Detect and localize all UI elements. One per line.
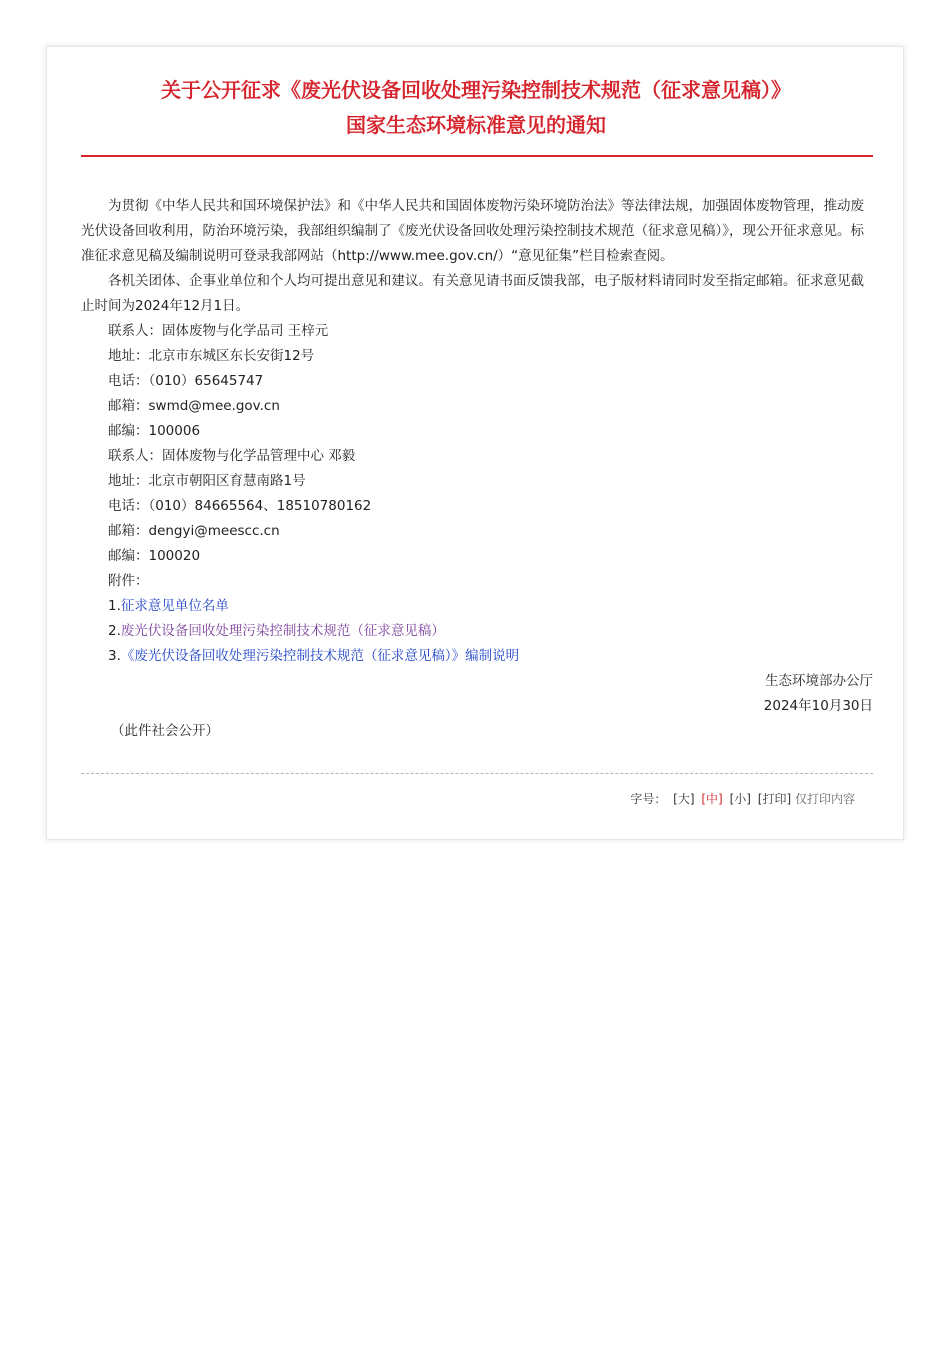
- issuer-name: 生态环境部办公厅: [765, 673, 873, 689]
- contact2-phone: 电话：（010）84665564、18510780162: [108, 498, 372, 514]
- title-divider: [81, 155, 873, 157]
- font-size-toolbar: [630, 789, 855, 809]
- contact2-email: 邮箱：dengyi@meescc.cn: [108, 523, 280, 539]
- attachment-link-1[interactable]: 征求意见单位名单: [120, 598, 229, 614]
- contact2-postcode: 邮编：100020: [108, 548, 201, 564]
- attachment-number: 1.: [108, 598, 121, 614]
- body-paragraph-2: 各机关团体、企事业单位和个人均可提出意见和建议。有关意见请书面反馈我部，电子版材料请同时发至指定邮箱。征求意见截止时间为2024年12月1日。: [81, 273, 864, 314]
- attachments-label: 附件：: [108, 573, 149, 589]
- attachment-link-3[interactable]: 《废光伏设备回收处理污染控制技术规范（征求意见稿）》编制说明: [120, 648, 520, 664]
- attachment-number: 2.: [108, 623, 121, 639]
- page-title-line1: 关于公开征求《废光伏设备回收处理污染控制技术规范（征求意见稿）》: [161, 78, 791, 102]
- font-size-medium-button[interactable]: [中]: [701, 792, 723, 806]
- contact1-person: 联系人：固体废物与化学品司 王梓元: [108, 323, 329, 339]
- article-card: [46, 46, 904, 840]
- font-size-label: 字号：: [630, 792, 667, 806]
- issue-date: 2024年10月30日: [763, 698, 873, 714]
- attachment-number: 3.: [108, 648, 121, 664]
- article-body: [81, 194, 873, 744]
- print-note: 仅打印内容: [794, 792, 855, 806]
- page-title-line2: 国家生态环境标准意见的通知: [346, 113, 606, 137]
- contact1-email: 邮箱：swmd@mee.gov.cn: [108, 398, 280, 414]
- print-button[interactable]: [打印]: [757, 792, 792, 806]
- font-size-large-button[interactable]: [大]: [673, 792, 695, 806]
- attachment-link-2[interactable]: 废光伏设备回收处理污染控制技术规范（征求意见稿）: [120, 623, 445, 639]
- contact1-phone: 电话：（010）65645747: [108, 373, 264, 389]
- font-size-small-button[interactable]: [小]: [729, 792, 751, 806]
- contact1-postcode: 邮编：100006: [108, 423, 201, 439]
- contact1-address: 地址：北京市东城区东长安街12号: [108, 348, 315, 364]
- footer-divider: [81, 773, 873, 774]
- body-paragraph-1: 为贯彻《中华人民共和国环境保护法》和《中华人民共和国固体废物污染环境防治法》等法律法规，加强固体废物管理，推动废光伏设备回收利用，防治环境污染，我部组织编制了《废光伏设备回收处理污染控制技术规范（征求意见稿）》，现公开征求意见。标准征求意见稿及编制说明可登录我部网站（http://www.mee.gov.cn/）“意见征集”栏目检索查阅。: [81, 198, 864, 264]
- contact2-person: 联系人：固体废物与化学品管理中心 邓毅: [108, 448, 356, 464]
- disclosure-note: （此件社会公开）: [111, 723, 219, 739]
- attachment-item-3: [81, 644, 873, 669]
- attachment-item-1: [81, 594, 873, 619]
- attachment-item-2: [81, 619, 873, 644]
- contact2-address: 地址：北京市朝阳区育慧南路1号: [108, 473, 306, 489]
